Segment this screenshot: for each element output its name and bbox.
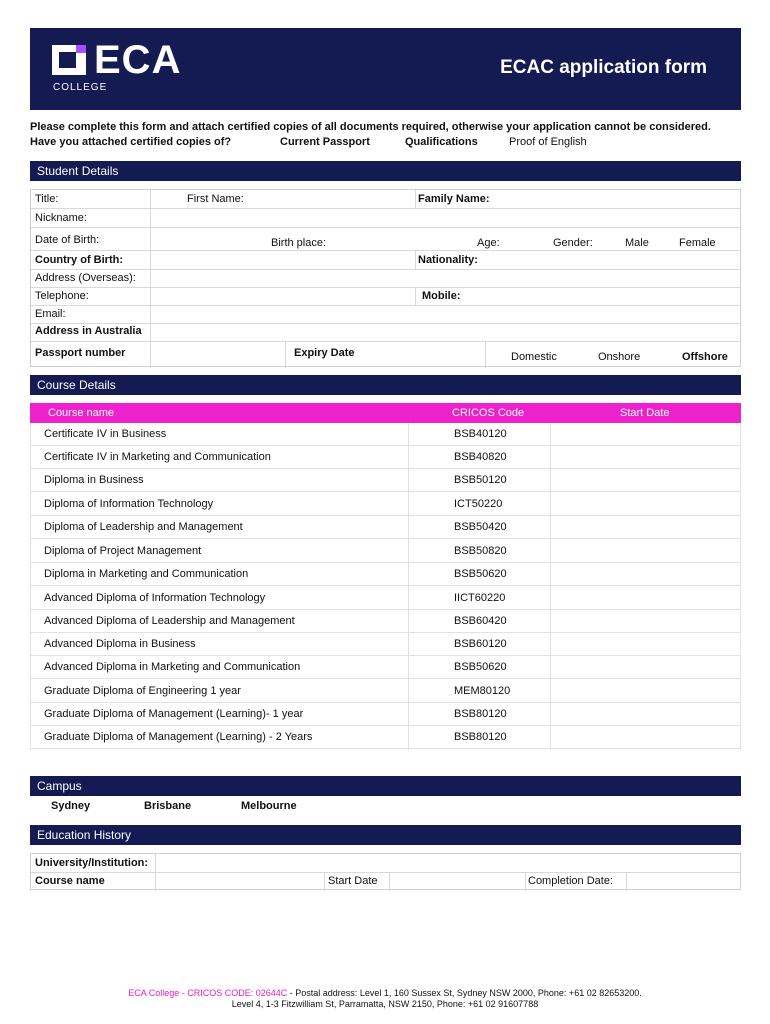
mobile-label: Mobile:: [422, 290, 461, 302]
course-name: Advanced Diploma of Leadership and Management: [44, 615, 295, 627]
passport-number-label: Passport number: [35, 347, 126, 359]
course-name: Advanced Diploma in Marketing and Communication: [44, 661, 301, 673]
course-code: BSB50620: [454, 661, 507, 673]
dob-label: Date of Birth:: [35, 234, 100, 246]
course-code: MEM80120: [454, 685, 511, 697]
course-name: Advanced Diploma of Information Technology: [44, 592, 266, 604]
header-banner: [30, 28, 741, 110]
email-label: Email:: [35, 308, 66, 320]
section-education-history: Education History: [30, 825, 741, 845]
course-row[interactable]: [30, 563, 741, 586]
address-overseas-label: Address (Overseas):: [35, 272, 136, 284]
edu-start-date-label: Start Date: [328, 875, 378, 887]
logo-text: ECA: [94, 38, 182, 82]
course-row[interactable]: [30, 469, 741, 492]
student-details-grid: [30, 189, 741, 367]
status-offshore-option[interactable]: Offshore: [682, 351, 728, 363]
course-code: BSB80120: [454, 731, 507, 743]
nationality-label: Nationality:: [418, 254, 478, 266]
course-name: Diploma in Business: [44, 474, 144, 486]
col-cricos-code: CRICOS Code: [452, 407, 525, 419]
campus-brisbane-option[interactable]: Brisbane: [144, 800, 192, 812]
section-course-details: Course Details: [30, 375, 741, 395]
col-start-date: Start Date: [620, 407, 670, 419]
course-code: BSB40820: [454, 451, 507, 463]
course-name: Certificate IV in Business: [44, 428, 167, 440]
course-code: BSB50620: [454, 568, 507, 580]
logo-subtitle: COLLEGE: [53, 82, 108, 93]
institution-label: University/Institution:: [35, 857, 149, 869]
first-name-label: First Name:: [187, 193, 244, 205]
course-code: BSB60120: [454, 638, 507, 650]
course-code: BSB50820: [454, 545, 507, 557]
course-table-header: [30, 403, 741, 423]
course-name: Diploma of Project Management: [44, 545, 202, 557]
title-label: Title:: [35, 193, 59, 205]
course-code: ICT50220: [454, 498, 503, 510]
checkbox-qualifications[interactable]: Qualifications: [405, 136, 478, 148]
campus-melbourne-option[interactable]: Melbourne: [241, 800, 297, 812]
course-row[interactable]: [30, 540, 741, 563]
course-name: Diploma in Marketing and Communication: [44, 568, 249, 580]
footer-line-2: Level 4, 1-3 Fitzwilliam St, Parramatta, NSW 2150, Phone: +61 02 91607788: [231, 999, 539, 1009]
course-code: IICT60220: [454, 592, 506, 604]
course-row[interactable]: [30, 726, 741, 749]
section-student-details: Student Details: [30, 161, 741, 181]
eca-logo-icon: [52, 45, 86, 75]
gender-female-option[interactable]: Female: [679, 237, 716, 249]
course-name: Advanced Diploma in Business: [44, 638, 196, 650]
footer-line-1: [0, 988, 770, 999]
section-campus: Campus: [30, 776, 741, 796]
course-name: Diploma of Information Technology: [44, 498, 214, 510]
birth-place-label: Birth place:: [271, 237, 327, 249]
course-name: Diploma of Leadership and Management: [44, 521, 243, 533]
status-domestic-option[interactable]: Domestic: [511, 351, 557, 363]
telephone-label: Telephone:: [35, 290, 89, 302]
col-course-name: Course name: [48, 407, 115, 419]
course-code: BSB50420: [454, 521, 507, 533]
course-row[interactable]: [30, 493, 741, 516]
course-row[interactable]: [30, 633, 741, 656]
status-onshore-option[interactable]: Onshore: [598, 351, 641, 363]
campus-sydney-option[interactable]: Sydney: [51, 800, 91, 812]
checkbox-proof-of-english[interactable]: Proof of English: [509, 136, 587, 148]
course-code: BSB40120: [454, 428, 507, 440]
course-row[interactable]: [30, 680, 741, 703]
course-row[interactable]: [30, 516, 741, 539]
gender-label: Gender:: [553, 237, 593, 249]
footer-address-1: - Postal address: Level 1, 160 Sussex St, Sydney NSW 2000, Phone: +61 02 82653200.: [287, 988, 642, 998]
checkbox-current-passport[interactable]: Current Passport: [280, 136, 370, 148]
course-code: BSB60420: [454, 615, 507, 627]
course-name: Graduate Diploma of Engineering 1 year: [44, 685, 241, 697]
family-name-label: Family Name:: [418, 193, 490, 205]
footer: [0, 988, 770, 1010]
course-code: BSB50120: [454, 474, 507, 486]
course-row[interactable]: [30, 446, 741, 469]
course-row[interactable]: [30, 656, 741, 679]
address-australia-label: Address in Australia: [35, 325, 142, 337]
course-code: BSB80120: [454, 708, 507, 720]
attached-question: Have you attached certified copies of?: [30, 136, 232, 148]
course-row[interactable]: [30, 423, 741, 446]
course-row[interactable]: [30, 703, 741, 726]
expiry-date-label: Expiry Date: [294, 347, 355, 359]
gender-male-option[interactable]: Male: [625, 237, 649, 249]
page-title: ECAC application form: [500, 57, 707, 78]
edu-course-name-label: Course name: [35, 875, 105, 887]
course-row[interactable]: [30, 610, 741, 633]
age-label: Age:: [477, 237, 500, 249]
course-name: Graduate Diploma of Management (Learning)- 1 year: [44, 708, 304, 720]
course-name: Graduate Diploma of Management (Learning) - 2 Years: [44, 731, 313, 743]
country-of-birth-label: Country of Birth:: [35, 254, 123, 266]
footer-cricos: ECA College - CRICOS CODE: 02644C: [128, 988, 288, 998]
course-row[interactable]: [30, 587, 741, 610]
edu-completion-date-label: Completion Date:: [528, 875, 613, 887]
intro-instruction: Please complete this form and attach certified copies of all documents required, otherwise your application cannot be considered.: [30, 121, 711, 133]
nickname-label: Nickname:: [35, 212, 87, 224]
course-name: Certificate IV in Marketing and Communication: [44, 451, 271, 463]
